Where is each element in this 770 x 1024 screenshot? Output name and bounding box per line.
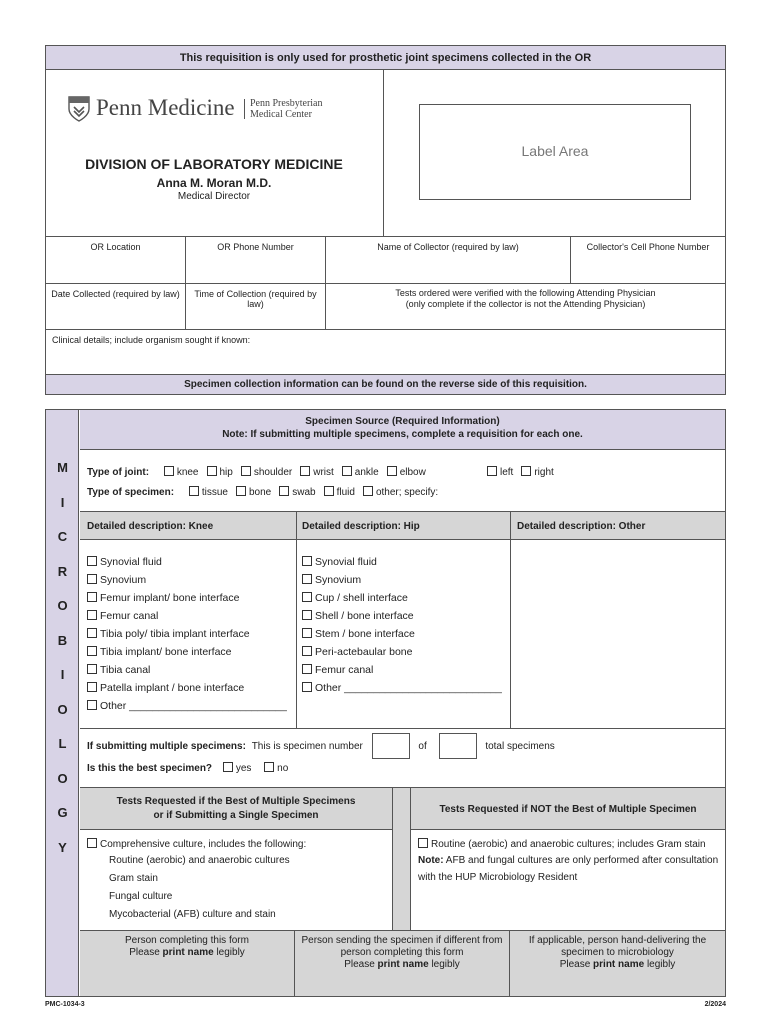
- hip-item-label: Other ___________________________: [315, 682, 502, 694]
- specimen-type-option-label: bone: [248, 487, 272, 498]
- specimen-type-option-label: tissue: [201, 487, 228, 498]
- knee-item-checkbox[interactable]: [87, 556, 97, 566]
- desc-div1: [296, 511, 297, 728]
- knee-item[interactable]: [87, 679, 292, 697]
- multiple-row: [87, 733, 717, 761]
- comprehensive-culture-checkbox[interactable]: [87, 838, 97, 848]
- joint-checkbox[interactable]: [164, 466, 174, 476]
- knee-item[interactable]: [87, 607, 292, 625]
- side-options: [487, 466, 562, 478]
- desc-header-hip: Detailed description: Hip: [302, 521, 420, 532]
- joint-option[interactable]: [342, 466, 379, 478]
- side-checkbox[interactable]: [487, 466, 497, 476]
- side-letter: Y: [58, 839, 67, 855]
- penn-shield-icon: [68, 96, 90, 122]
- joint-option[interactable]: [207, 466, 233, 478]
- or-phone-field[interactable]: OR Phone Number: [217, 242, 294, 252]
- best-no-label: no: [277, 763, 289, 774]
- hip-items: [302, 553, 507, 697]
- multiple-of: of: [418, 741, 427, 752]
- form-date: 2/2024: [704, 1001, 726, 1008]
- hip-item[interactable]: [302, 643, 507, 661]
- side-letter: O: [57, 598, 68, 613]
- specimen-type-option-label: swab: [292, 487, 316, 498]
- side-letter: O: [57, 770, 68, 786]
- hip-item-checkbox[interactable]: [302, 628, 312, 638]
- joint-checkbox[interactable]: [207, 466, 217, 476]
- best-yes-checkbox[interactable]: [223, 762, 233, 772]
- knee-item-label: Synovium: [100, 574, 147, 586]
- specimen-type-options: [189, 487, 446, 498]
- sig-col3-line2: specimen to microbiology: [561, 947, 674, 958]
- joint-type-label: Type of joint:: [87, 467, 150, 478]
- knee-item-checkbox[interactable]: [87, 574, 97, 584]
- knee-item-checkbox[interactable]: [87, 628, 97, 638]
- multiple-top-line: [80, 728, 725, 729]
- side-option-label: right: [534, 467, 554, 478]
- collector-name-field[interactable]: Name of Collector (required by law): [377, 242, 519, 252]
- reverse-side-note: Specimen collection information can be found on the reverse side of this requisition.: [46, 374, 725, 394]
- best-specimen-row: [87, 762, 288, 774]
- specimen-source-title: Specimen Source (Required Information): [305, 416, 500, 427]
- knee-item-checkbox[interactable]: [87, 592, 97, 602]
- multiple-label: If submitting multiple specimens:: [87, 741, 246, 752]
- joint-checkbox[interactable]: [300, 466, 310, 476]
- logo-divider: [244, 99, 245, 119]
- joint-option-label: wrist: [313, 467, 334, 478]
- sig-col1-line2: Please print name legibly: [129, 947, 245, 958]
- specimen-source-note: Note: If submitting multiple specimens, complete a requisition for each one.: [222, 429, 583, 440]
- comprehensive-sub-item: Mycobacterial (AFB) culture and stain: [109, 909, 276, 920]
- hip-item-checkbox[interactable]: [302, 574, 312, 584]
- routine-culture-label: Routine (aerobic) and anaerobic cultures; includes Gram stain: [431, 839, 706, 850]
- knee-item[interactable]: [87, 625, 292, 643]
- or-location-field[interactable]: OR Location: [90, 242, 141, 252]
- total-specimens-input[interactable]: [439, 733, 477, 759]
- hip-item-label: Femur canal: [315, 664, 374, 676]
- tests-not-best-header: [411, 788, 725, 830]
- knee-item[interactable]: [87, 697, 292, 715]
- hip-item[interactable]: [302, 571, 507, 589]
- specimen-type-option[interactable]: [363, 486, 438, 498]
- knee-item-checkbox[interactable]: [87, 664, 97, 674]
- sig-col3-line1: If applicable, person hand-delivering the: [528, 935, 707, 946]
- hip-item[interactable]: [302, 661, 507, 679]
- hip-item-label: Cup / shell interface: [315, 592, 408, 604]
- sig-col2-line2: person completing this form: [340, 947, 464, 958]
- tests-best-body: [87, 838, 387, 927]
- knee-item[interactable]: [87, 643, 292, 661]
- sig-col1-line1: Person completing this form: [125, 935, 249, 946]
- logo-sub2: Medical Center: [250, 109, 312, 120]
- division-title: DIVISION OF LABORATORY MEDICINE: [85, 156, 343, 172]
- collector-phone-field[interactable]: Collector's Cell Phone Number: [586, 242, 710, 252]
- specimen-type-option[interactable]: [279, 486, 315, 498]
- multiple-text1: This is specimen number: [251, 741, 363, 752]
- knee-item-label: Synovial fluid: [100, 556, 162, 568]
- hip-item-checkbox[interactable]: [302, 610, 312, 620]
- sig-col3-line3: Please print name legibly: [559, 959, 676, 970]
- comprehensive-sub-item: Fungal culture: [109, 891, 173, 902]
- best-yes-label: yes: [235, 763, 252, 774]
- top-banner: This requisition is only used for prosthetic joint specimens collected in the OR: [46, 46, 725, 70]
- knee-item-label: Tibia poly/ tibia implant interface: [100, 628, 250, 640]
- hip-item-label: Synovium: [315, 574, 362, 586]
- comprehensive-sub-item: Gram stain: [109, 873, 158, 884]
- side-letter: I: [60, 494, 65, 510]
- multiple-text2: total specimens: [485, 741, 555, 752]
- comprehensive-sub-items: [87, 855, 387, 927]
- tests-separator: [392, 788, 411, 930]
- row2-top-line: [46, 283, 725, 284]
- knee-item-label: Other ___________________________: [100, 700, 287, 712]
- side-option-label: left: [500, 467, 514, 478]
- side-checkbox[interactable]: [521, 466, 531, 476]
- side-letter: R: [57, 563, 68, 579]
- hip-item-checkbox[interactable]: [302, 592, 312, 602]
- hip-item-label: Shell / bone interface: [315, 610, 414, 622]
- joint-checkbox[interactable]: [241, 466, 251, 476]
- joint-option-label: shoulder: [253, 467, 293, 478]
- director-title: Medical Director: [177, 191, 251, 202]
- hip-item[interactable]: [302, 625, 507, 643]
- form-id: PMC-1034-3: [45, 1001, 85, 1008]
- knee-item-checkbox[interactable]: [87, 700, 97, 710]
- side-letter: B: [57, 632, 68, 648]
- knee-item[interactable]: [87, 553, 292, 571]
- knee-item[interactable]: [87, 589, 292, 607]
- best-question: Is this the best specimen?: [87, 763, 213, 774]
- specimen-type-checkbox[interactable]: [236, 486, 246, 496]
- joint-option-label: elbow: [399, 467, 426, 478]
- joint-type-row: [87, 466, 727, 478]
- knee-item-label: Tibia canal: [100, 664, 151, 676]
- hip-item-label: Synovial fluid: [315, 556, 377, 568]
- desc-header-knee: Detailed description: Knee: [87, 521, 214, 532]
- knee-item-checkbox[interactable]: [87, 610, 97, 620]
- specimen-type-option-label: fluid: [336, 487, 355, 498]
- knee-item-label: Patella implant / bone interface: [100, 682, 245, 694]
- not-best-note-2: with the HUP Microbiology Resident: [418, 872, 578, 883]
- hip-item-checkbox[interactable]: [302, 646, 312, 656]
- side-letter: M: [57, 460, 68, 475]
- specimen-type-checkbox[interactable]: [363, 486, 373, 496]
- knee-item-label: Tibia implant/ bone interface: [100, 646, 232, 658]
- tests-best-title2: or if Submitting a Single Specimen: [153, 810, 319, 821]
- hip-item-checkbox[interactable]: [302, 664, 312, 674]
- joint-option[interactable]: [241, 466, 292, 478]
- sig-col2[interactable]: [295, 935, 509, 971]
- knee-item-checkbox[interactable]: [87, 682, 97, 692]
- tests-best-header: [80, 788, 392, 830]
- not-best-note-label: Note:: [418, 855, 444, 866]
- comprehensive-sub-item: Routine (aerobic) and anaerobic cultures: [109, 855, 290, 866]
- joint-option[interactable]: [300, 466, 334, 478]
- header-divider: [383, 70, 384, 236]
- joint-checkbox[interactable]: [387, 466, 397, 476]
- tests-not-best-body: [418, 838, 723, 889]
- specimen-type-label: Type of specimen:: [87, 487, 175, 498]
- specimen-type-checkbox[interactable]: [189, 486, 199, 496]
- hip-item-checkbox[interactable]: [302, 682, 312, 692]
- other-description-area[interactable]: [511, 541, 725, 727]
- side-letter: I: [60, 667, 65, 682]
- side-letter: L: [58, 736, 67, 751]
- joint-option[interactable]: [164, 466, 199, 478]
- sig-col2-line1: Person sending the specimen if different from: [301, 935, 503, 946]
- microbiology-side-label: [46, 410, 79, 996]
- side-letter: C: [57, 529, 68, 544]
- joint-checkbox[interactable]: [342, 466, 352, 476]
- specimen-type-checkbox[interactable]: [324, 486, 334, 496]
- knee-item-label: Femur canal: [100, 610, 159, 622]
- joint-option[interactable]: [387, 466, 426, 478]
- date-collected-field[interactable]: Date Collected (required by law): [51, 289, 180, 299]
- knee-item[interactable]: [87, 571, 292, 589]
- tests-verified-line1: Tests ordered were verified with the following Attending Physician: [395, 288, 656, 298]
- time-collection-field[interactable]: Time of Collection (required by law): [194, 289, 317, 309]
- side-letters: [46, 460, 79, 874]
- director-name: Anna M. Moran M.D.: [156, 176, 272, 190]
- row1-top-line: [46, 236, 725, 237]
- side-letter: O: [57, 701, 68, 717]
- joint-option-label: knee: [176, 467, 199, 478]
- tests-best-title1: Tests Requested if the Best of Multiple Specimens: [116, 796, 356, 807]
- hip-item-checkbox[interactable]: [302, 556, 312, 566]
- specimen-type-row: [87, 486, 727, 498]
- side-letter: G: [57, 805, 68, 820]
- hip-item[interactable]: [302, 553, 507, 571]
- logo-sub1: Penn Presbyterian: [250, 98, 323, 109]
- label-area-text: Label Area: [521, 143, 589, 159]
- hip-item-label: Peri-actebaular bone: [315, 646, 413, 658]
- knee-items: [87, 553, 292, 715]
- routine-culture-checkbox[interactable]: [418, 838, 428, 848]
- best-no-checkbox[interactable]: [264, 762, 274, 772]
- hip-item[interactable]: [302, 607, 507, 625]
- clinical-top-line: [46, 329, 725, 330]
- penn-logo: [68, 96, 338, 126]
- specimen-source-header: [80, 410, 725, 450]
- specimen-type-option[interactable]: [236, 486, 271, 498]
- knee-item-checkbox[interactable]: [87, 646, 97, 656]
- knee-item-label: Femur implant/ bone interface: [100, 592, 240, 604]
- sig-col3[interactable]: [510, 935, 725, 971]
- sig-col1[interactable]: [80, 935, 294, 959]
- specimen-type-checkbox[interactable]: [279, 486, 289, 496]
- specimen-type-option-label: other; specify:: [375, 487, 439, 498]
- side-option[interactable]: [487, 466, 513, 478]
- comprehensive-culture-label: Comprehensive culture, includes the following:: [100, 839, 307, 850]
- clinical-details-field[interactable]: Clinical details; include organism sought if known:: [52, 335, 251, 345]
- joint-option-label: hip: [219, 467, 233, 478]
- label-area: [419, 104, 691, 200]
- sig-col2-line3: Please print name legibly: [344, 959, 460, 970]
- tests-verified-line2: (only complete if the collector is not the Attending Physician): [405, 299, 646, 309]
- joint-options: [164, 467, 434, 478]
- specimen-number-input[interactable]: [372, 733, 410, 759]
- hip-item-label: Stem / bone interface: [315, 628, 415, 640]
- knee-item[interactable]: [87, 661, 292, 679]
- joint-option-label: ankle: [354, 467, 379, 478]
- side-option[interactable]: [521, 466, 553, 478]
- not-best-note-1: AFB and fungal cultures are only performed after consultation: [445, 855, 719, 866]
- desc-header-other: Detailed description: Other: [517, 521, 646, 532]
- specimen-type-option[interactable]: [189, 486, 228, 498]
- hip-item[interactable]: [302, 679, 507, 697]
- hip-item[interactable]: [302, 589, 507, 607]
- tests-not-best-title: Tests Requested if NOT the Best of Multiple Specimen: [439, 804, 697, 815]
- logo-brand: Penn Medicine: [96, 95, 235, 120]
- specimen-type-option[interactable]: [324, 486, 355, 498]
